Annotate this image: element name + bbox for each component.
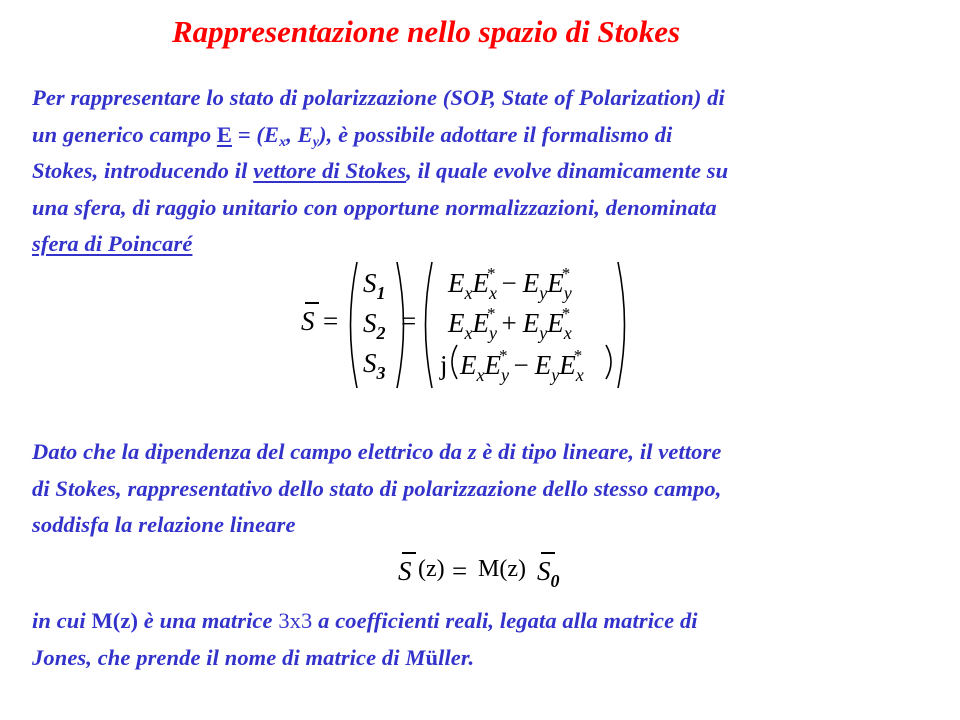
- M-of-z: M(z): [91, 608, 139, 633]
- equals-sign: =: [323, 306, 339, 336]
- conjugate-star: *: [487, 304, 496, 323]
- E: E: [484, 350, 501, 380]
- E: E: [472, 308, 489, 338]
- equals-sign-2: =: [401, 306, 417, 336]
- idx: x: [575, 365, 584, 385]
- p2-line-1: Dato che la dipendenza del campo elettrico da z è di tipo lineare, il vettore: [32, 439, 722, 464]
- p3-line-1: [32, 603, 932, 640]
- index-2: 2: [376, 323, 386, 343]
- conjugate-star: *: [499, 346, 508, 365]
- equals-sign: =: [452, 556, 468, 586]
- idx: x: [464, 323, 473, 343]
- index-3: 3: [376, 363, 386, 383]
- component-S1: [363, 268, 386, 303]
- p3-text: ller.: [438, 644, 475, 670]
- index-1: 1: [376, 283, 386, 303]
- E: E: [448, 308, 465, 338]
- p3-text: è una matrice: [138, 608, 279, 633]
- p3-text: Jones, che prende il nome di matrice di M: [32, 644, 426, 670]
- imaginary-j: j: [440, 350, 448, 380]
- subscript-x: x: [279, 134, 287, 150]
- S-letter: S: [537, 556, 551, 586]
- row1-expression: [448, 264, 572, 303]
- intro-text: un generico campo: [32, 121, 217, 147]
- poincare-sphere-term: sfera di Poincaré: [32, 231, 193, 256]
- E: E: [460, 350, 477, 380]
- index-0: 0: [550, 571, 560, 591]
- linear-relation-paragraph: [32, 434, 932, 544]
- row2-expression: [448, 304, 572, 343]
- S-letter: S: [363, 348, 377, 378]
- idx: x: [489, 283, 497, 303]
- idx: x: [563, 323, 572, 343]
- E: E: [534, 350, 552, 380]
- S-letter: S: [363, 308, 377, 338]
- S-letter: S: [363, 268, 377, 298]
- idx: y: [501, 365, 509, 385]
- S0: [537, 556, 560, 591]
- lhs-S: S: [301, 306, 315, 336]
- mueller-paragraph: [32, 603, 932, 676]
- matrix-dim: 3x3: [278, 608, 313, 633]
- E: E: [472, 268, 489, 298]
- intro-line-4: una sfera, di raggio unitario con opportune normalizzazioni, denominata: [32, 194, 717, 220]
- idx: x: [464, 283, 473, 303]
- p3-text: in cui: [32, 608, 92, 633]
- conjugate-star: *: [573, 346, 583, 365]
- idx: x: [476, 365, 485, 385]
- idx: y: [563, 283, 572, 303]
- idx: y: [489, 323, 497, 343]
- vector-bar: [541, 552, 555, 554]
- op: +: [501, 308, 517, 338]
- stokes-vector-term: vettore di Stokes: [253, 158, 407, 183]
- conjugate-star: *: [487, 264, 496, 283]
- idx: y: [551, 365, 560, 385]
- intro-line-1: Per rappresentare lo stato di polarizzazione (SOP, State of Polarization) di: [32, 85, 725, 110]
- arg-z: (z): [418, 556, 445, 582]
- vector-bar: [305, 302, 319, 304]
- field-vector-E: E: [216, 121, 233, 147]
- E: E: [547, 268, 564, 298]
- E: E: [547, 308, 564, 338]
- p2-line-3: soddisfa la relazione lineare: [32, 512, 296, 537]
- slide-title: Rappresentazione nello spazio di Stokes: [172, 14, 681, 49]
- p3-line-2: [32, 640, 932, 677]
- conjugate-star: *: [561, 304, 571, 323]
- M-of-z: M(z): [478, 556, 526, 582]
- component-S3: [363, 348, 386, 383]
- E: E: [448, 268, 465, 298]
- vector-bar: [402, 552, 416, 554]
- intro-text: , E: [286, 121, 313, 147]
- E: E: [522, 268, 540, 298]
- idx: y: [539, 283, 548, 303]
- p3-text: a coefficienti reali, legata alla matrice di: [312, 608, 698, 633]
- intro-text: Stokes, introducendo il: [32, 158, 254, 183]
- intro-text: = (E: [232, 121, 280, 147]
- subscript-y: y: [312, 134, 320, 150]
- idx: y: [539, 323, 548, 343]
- intro-text: , il quale evolve dinamicamente su: [406, 158, 729, 183]
- E: E: [522, 308, 540, 338]
- u-umlaut: ü: [425, 644, 439, 670]
- op: −: [501, 268, 517, 298]
- E: E: [559, 350, 576, 380]
- row3-expression: [460, 346, 584, 385]
- conjugate-star: *: [561, 264, 571, 283]
- intro-text: ), è possibile adottare il formalismo di: [319, 121, 673, 147]
- op: −: [513, 350, 529, 380]
- lhs-S: S: [398, 556, 412, 586]
- component-S2: [363, 308, 386, 343]
- p2-line-2: di Stokes, rappresentativo dello stato di polarizzazione dello stesso campo,: [32, 475, 722, 501]
